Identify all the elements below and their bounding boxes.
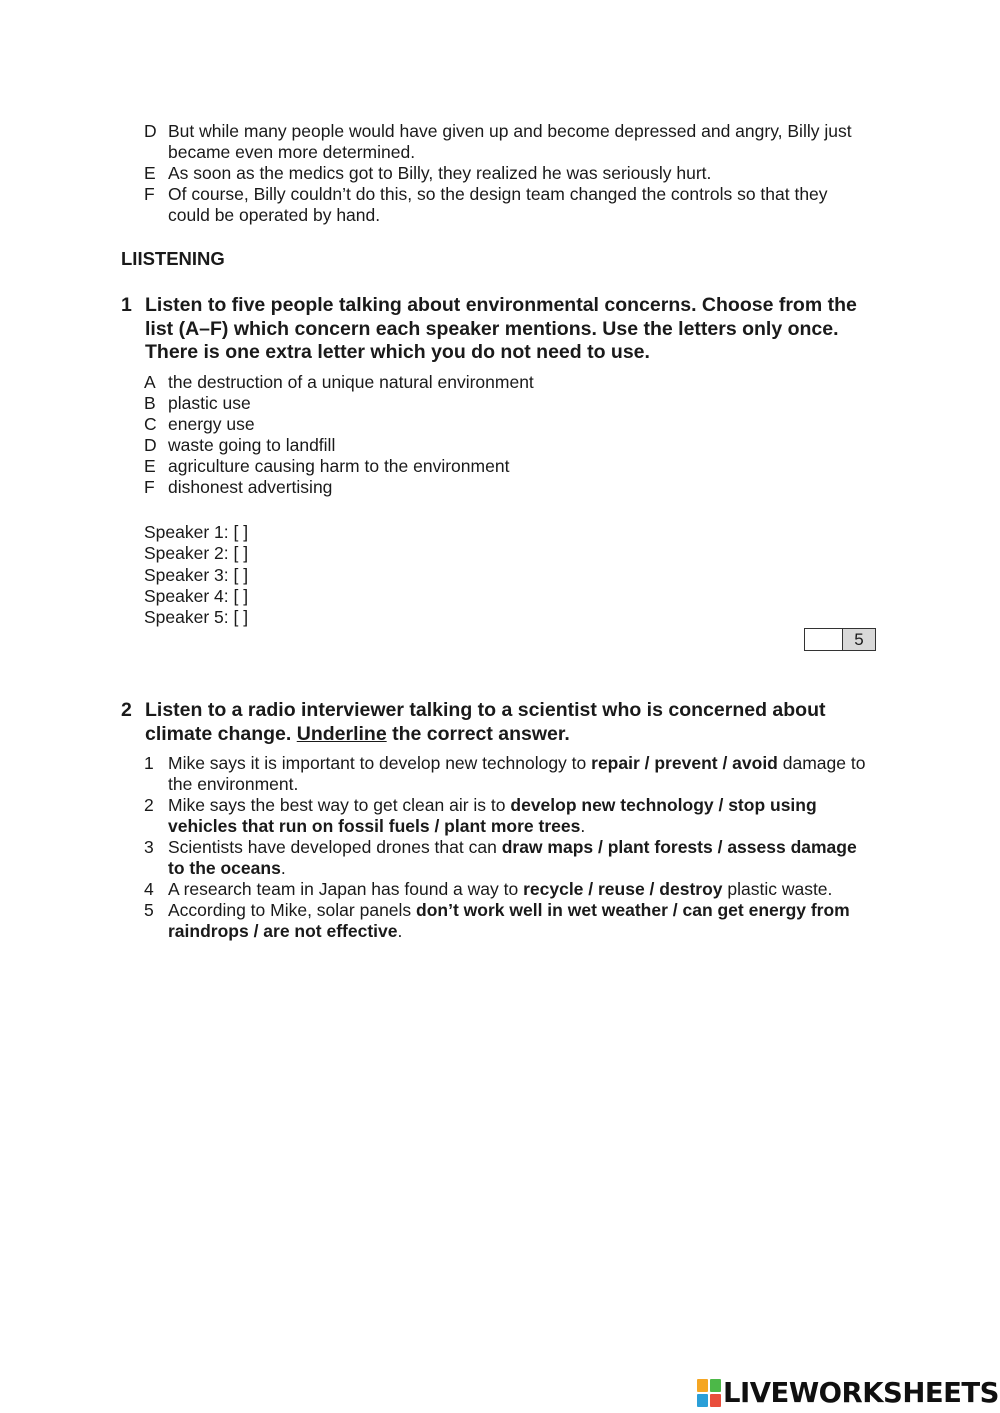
prompt-text-end: the correct answer. bbox=[386, 722, 570, 745]
option-letter: D bbox=[144, 121, 157, 141]
section-title: LIISTENING bbox=[121, 248, 225, 269]
option-letter: C bbox=[144, 414, 157, 434]
option-letter: F bbox=[144, 477, 155, 497]
list-item bbox=[144, 753, 874, 795]
option-text: Of course, Billy couldn’t do this, so the design team changed the controls so that they could be operated by hand. bbox=[168, 184, 828, 225]
option-letter: F bbox=[144, 184, 155, 204]
item-text: Mike says the best way to get clean air is to develop new technology / stop using vehicles that run on fossil fuels / plant more trees. bbox=[168, 795, 817, 836]
list-item bbox=[144, 900, 874, 942]
speaker-answer-3[interactable]: Speaker 3: [ ] bbox=[144, 564, 249, 585]
question-prompt: Listen to five people talking about environmental concerns. Choose from the list (A–F) which concern each speaker mentions. Use the letters only once. There is one extra letter which you do not need to use. bbox=[145, 294, 857, 363]
list-item bbox=[144, 435, 874, 456]
speaker-answer-5[interactable]: Speaker 5: [ ] bbox=[144, 607, 249, 628]
speaker-answer-1[interactable]: Speaker 1: [ ] bbox=[144, 522, 249, 542]
option-text: As soon as the medics got to Billy, they realized he was seriously hurt. bbox=[168, 163, 712, 183]
option-letter: B bbox=[144, 393, 156, 413]
option-text: waste going to landfill bbox=[168, 435, 336, 455]
list-item bbox=[144, 456, 874, 477]
option-text: the destruction of a unique natural environment bbox=[168, 372, 534, 392]
option-letter: E bbox=[144, 456, 156, 476]
list-item bbox=[144, 393, 874, 414]
list-item bbox=[144, 372, 874, 393]
item-number: 2 bbox=[144, 795, 154, 815]
q2-items-list bbox=[144, 753, 874, 942]
prompt-text: Listen to a radio interviewer talking to a scientist who is concerned about climate change. bbox=[145, 699, 826, 745]
score-box bbox=[804, 628, 876, 651]
liveworksheets-logo-icon bbox=[697, 1379, 721, 1407]
question-number: 2 bbox=[121, 699, 132, 721]
list-item bbox=[144, 184, 874, 226]
answer-choices[interactable]: recycle / reuse / destroy bbox=[523, 879, 723, 899]
score-max: 5 bbox=[843, 629, 875, 650]
brand-wordmark: LIVEWORKSHEETS bbox=[723, 1377, 999, 1409]
item-text: Mike says it is important to develop new technology to repair / prevent / avoid damage to the environment. bbox=[168, 753, 866, 794]
item-text: Scientists have developed drones that can draw maps / plant forests / assess damage to the oceans. bbox=[168, 837, 857, 878]
list-item bbox=[144, 795, 874, 837]
item-number: 3 bbox=[144, 837, 154, 857]
item-text: A research team in Japan has found a way to recycle / reuse / destroy plastic waste. bbox=[168, 879, 833, 899]
q1-options-list bbox=[144, 372, 874, 498]
score-blank bbox=[805, 629, 843, 650]
item-number: 5 bbox=[144, 900, 154, 920]
option-text: dishonest advertising bbox=[168, 477, 333, 497]
list-item bbox=[144, 477, 874, 498]
item-text: According to Mike, solar panels don’t work well in wet weather / can get energy from raindrops / are not effective. bbox=[168, 900, 850, 941]
option-text: energy use bbox=[168, 414, 255, 434]
answer-choices[interactable]: repair / prevent / avoid bbox=[591, 753, 778, 773]
option-text: agriculture causing harm to the environment bbox=[168, 456, 510, 476]
option-text: plastic use bbox=[168, 393, 251, 413]
item-number: 4 bbox=[144, 879, 154, 899]
speaker-answers bbox=[144, 522, 248, 628]
list-item bbox=[144, 121, 874, 163]
option-letter: D bbox=[144, 435, 157, 455]
list-item bbox=[144, 879, 874, 900]
option-letter: A bbox=[144, 372, 156, 392]
item-number: 1 bbox=[144, 753, 154, 773]
speaker-answer-4[interactable]: Speaker 4: [ ] bbox=[144, 585, 249, 606]
list-item bbox=[144, 414, 874, 435]
question-number: 1 bbox=[121, 294, 132, 316]
list-item bbox=[144, 837, 874, 879]
top-options-list bbox=[144, 121, 874, 226]
option-text: But while many people would have given up and become depressed and angry, Billy just became even more determined. bbox=[168, 121, 852, 162]
answer-choices[interactable]: don’t work well in wet weather / can get energy from raindrops / are not effective bbox=[168, 900, 850, 941]
question-prompt bbox=[145, 699, 861, 746]
speaker-answer-2[interactable]: Speaker 2: [ ] bbox=[144, 543, 249, 564]
brand-footer bbox=[697, 1377, 999, 1409]
answer-choices[interactable]: draw maps / plant forests / assess damage to the oceans bbox=[168, 837, 857, 878]
option-letter: E bbox=[144, 163, 156, 183]
question-1 bbox=[121, 294, 861, 365]
list-item bbox=[144, 163, 874, 184]
answer-choices[interactable]: develop new technology / stop using vehicles that run on fossil fuels / plant more trees bbox=[168, 795, 817, 836]
prompt-underline-word: Underline bbox=[296, 722, 387, 745]
question-2 bbox=[121, 699, 861, 746]
